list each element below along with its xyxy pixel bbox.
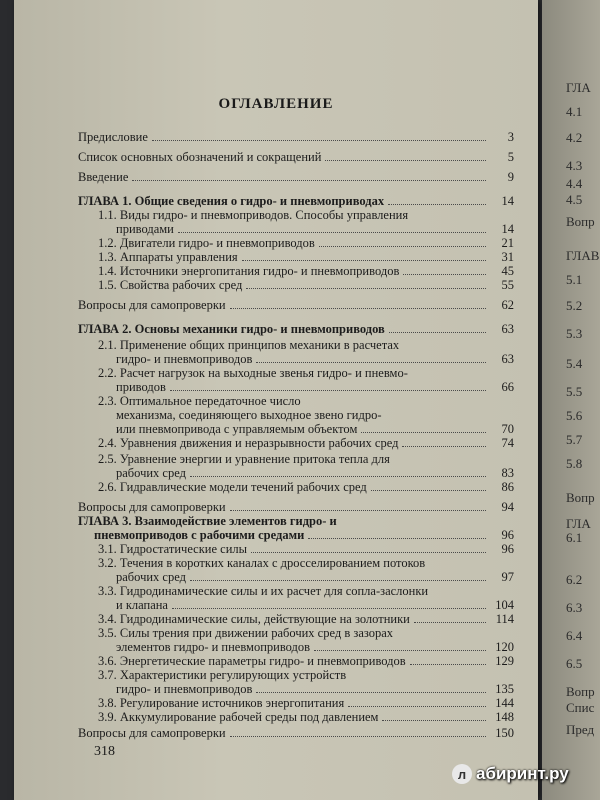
dot-leader	[256, 692, 486, 693]
toc-entry-text: Введение	[78, 170, 129, 184]
adjacent-page-fragment: 4.4	[566, 176, 583, 191]
dot-leader	[382, 720, 486, 721]
toc-entry-text: ГЛАВА 2. Основы механики гидро- и пневмоприводов	[78, 322, 385, 336]
toc-entry-text: механизма, соединяющего выходное звено гидро-	[116, 408, 382, 422]
toc-page-number: 114	[495, 612, 514, 626]
toc-row	[98, 250, 514, 264]
toc-row	[78, 150, 514, 164]
toc-page-number: 5	[507, 150, 514, 164]
toc-entry-text: Список основных обозначений и сокращений	[78, 150, 322, 164]
toc-entry-text: 1.5. Свойства рабочих сред	[98, 278, 243, 292]
toc-row-continuation	[116, 380, 514, 394]
toc-page-number: 31	[501, 250, 514, 264]
toc-row-continuation	[116, 466, 514, 480]
toc-entry-text: 1.4. Источники энергопитания гидро- и пневмоприводов	[98, 264, 400, 278]
toc-entry-text: 3.3. Гидродинамические силы и их расчет для сопла-заслонки	[98, 584, 429, 598]
toc-page-number: 9	[507, 170, 514, 184]
toc-row	[98, 542, 514, 556]
toc-row	[98, 612, 514, 626]
adjacent-page-fragment: 4.3	[566, 158, 583, 173]
toc-entry-text: рабочих сред	[116, 570, 186, 584]
toc-entry-text: пневмоприводов с рабочими средами	[94, 528, 305, 542]
toc-row-continuation	[116, 422, 514, 436]
toc-row-continuation	[116, 682, 514, 696]
toc-page-number: 55	[501, 278, 514, 292]
toc-page-number: 83	[501, 466, 514, 480]
toc-entry-text: 3.6. Энергетические параметры гидро- и пневмоприводов	[98, 654, 406, 668]
toc-row	[78, 726, 514, 740]
toc-entry-text: 3.2. Течения в коротких каналах с дросселированием потоков	[98, 556, 426, 570]
toc-row	[98, 338, 514, 352]
toc-page-number: 148	[495, 710, 514, 724]
toc-row	[98, 452, 514, 466]
toc-entry-text: 1.3. Аппараты управления	[98, 250, 238, 264]
dot-leader	[410, 664, 486, 665]
toc-entry-text: гидро- и пневмоприводов	[116, 682, 253, 696]
dot-leader	[361, 432, 486, 433]
dot-leader	[190, 476, 486, 477]
dot-leader	[308, 538, 486, 539]
adjacent-page-fragment: 6.2	[566, 572, 583, 587]
adjacent-page-fragment: 6.5	[566, 656, 583, 671]
toc-entry-text: Вопросы для самопроверки	[78, 500, 226, 514]
toc-page-number: 3	[507, 130, 514, 144]
dot-leader	[172, 608, 486, 609]
adjacent-page-fragment: Вопр	[566, 490, 595, 505]
toc-row	[98, 236, 514, 250]
toc-page-number: 63	[501, 352, 514, 366]
toc-page-number: 129	[495, 654, 514, 668]
toc-entry-text: 2.6. Гидравлические модели течений рабочих сред	[98, 480, 367, 494]
dot-leader	[230, 510, 486, 511]
adjacent-page-fragment: 4.1	[566, 104, 583, 119]
toc-entry-text: 2.1. Применение общих принципов механики в расчетах	[98, 338, 400, 352]
toc-entry-text: 1.2. Двигатели гидро- и пневмоприводов	[98, 236, 315, 250]
toc-row-continuation	[116, 640, 514, 654]
toc-page-number: 150	[495, 726, 514, 740]
adjacent-page-fragment: 5.5	[566, 384, 583, 399]
toc-entry-text: приводов	[116, 380, 166, 394]
toc-row	[98, 584, 514, 598]
adjacent-page-fragment: 6.1	[566, 530, 583, 545]
toc-page-number: 135	[495, 682, 514, 696]
adjacent-page-fragment: 5.6	[566, 408, 583, 423]
dot-leader	[414, 622, 486, 623]
toc-title: ОГЛАВЛЕНИЕ	[218, 96, 334, 112]
toc-entry-text: 3.9. Аккумулирование рабочей среды под давлением	[98, 710, 379, 724]
adjacent-page-fragment: 6.3	[566, 600, 583, 615]
toc-page-number: 144	[495, 696, 514, 710]
dot-leader	[371, 490, 486, 491]
adjacent-page-fragment: 5.2	[566, 298, 583, 313]
adjacent-page-fragment: ГЛА	[566, 80, 591, 95]
toc-row-continuation	[116, 222, 514, 236]
adjacent-page-fragment: ГЛАВ	[566, 248, 600, 263]
toc-row	[98, 366, 514, 380]
adjacent-page-fragment: 5.8	[566, 456, 583, 471]
toc-row	[98, 710, 514, 724]
toc-page-number: 14	[501, 194, 514, 208]
dot-leader	[132, 180, 486, 181]
toc-entry-text: 3.1. Гидростатические силы	[98, 542, 248, 556]
toc-entry-text: или пневмопривода с управляемым объектом	[116, 422, 358, 436]
toc-row	[98, 480, 514, 494]
toc-page-number: 63	[501, 322, 514, 336]
toc-entry-text: 2.3. Оптимальное передаточное число	[98, 394, 301, 408]
adjacent-page-edge	[542, 0, 600, 800]
toc-entry-text: Предисловие	[78, 130, 148, 144]
toc-row	[98, 626, 514, 640]
toc-row	[98, 394, 514, 408]
dot-leader	[314, 650, 486, 651]
dot-leader	[170, 390, 486, 391]
toc-page-number: 74	[501, 436, 514, 450]
toc-entry-text: гидро- и пневмоприводов	[116, 352, 253, 366]
toc-entry-text: 3.8. Регулирование источников энергопитания	[98, 696, 345, 710]
adjacent-page-fragment: ГЛА	[566, 516, 591, 531]
adjacent-page-fragment: 5.7	[566, 432, 583, 447]
toc-entry-text: 3.7. Характеристики регулирующих устройств	[98, 668, 347, 682]
toc-page-number: 104	[495, 598, 514, 612]
watermark-text: абиринт.ру	[476, 764, 569, 783]
toc-entry-text: 2.4. Уравнения движения и неразрывности рабочих сред	[98, 436, 399, 450]
dot-leader	[403, 274, 486, 275]
toc-row	[78, 500, 514, 514]
toc-row	[98, 654, 514, 668]
adjacent-page-fragment: 5.4	[566, 356, 583, 371]
toc-entry-text: приводами	[116, 222, 174, 236]
dot-leader	[152, 140, 486, 141]
toc-row	[78, 130, 514, 144]
dot-leader	[242, 260, 486, 261]
toc-row-continuation	[94, 528, 514, 542]
toc-row-continuation	[116, 570, 514, 584]
toc-chapter-row	[78, 322, 514, 336]
book-page	[14, 0, 538, 800]
adjacent-page-fragment: 5.3	[566, 326, 583, 341]
page-number: 318	[94, 744, 115, 759]
dot-leader	[388, 204, 486, 205]
toc-row	[98, 208, 514, 222]
toc-entry-text: 3.4. Гидродинамические силы, действующие на золотники	[98, 612, 410, 626]
toc-row-continuation	[116, 598, 514, 612]
toc-page-number: 97	[501, 570, 514, 584]
dot-leader	[178, 232, 486, 233]
toc-row	[78, 298, 514, 312]
toc-entry-text: Вопросы для самопроверки	[78, 298, 226, 312]
toc-entry-text: 2.5. Уравнение энергии и уравнение притока тепла для	[98, 452, 390, 466]
toc-page-number: 70	[501, 422, 514, 436]
toc-page-number: 21	[501, 236, 514, 250]
toc-entry-text: 3.5. Силы трения при движении рабочих сред в зазорах	[98, 626, 394, 640]
toc-entry-text: 2.2. Расчет нагрузок на выходные звенья гидро- и пневмо-	[98, 366, 408, 380]
toc-entry-text: 1.1. Виды гидро- и пневмоприводов. Способы управления	[98, 208, 409, 222]
toc-page-number: 94	[501, 500, 514, 514]
dot-leader	[402, 446, 486, 447]
toc-page-number: 14	[501, 222, 514, 236]
toc-row	[98, 556, 514, 570]
dot-leader	[319, 246, 486, 247]
toc-row	[98, 668, 514, 682]
toc-page-number: 96	[501, 542, 514, 556]
toc-row-continuation	[116, 352, 514, 366]
adjacent-page-fragment: Вопр	[566, 684, 595, 699]
toc-row	[98, 696, 514, 710]
toc-row	[98, 436, 514, 450]
adjacent-page-fragment: Пред	[566, 722, 595, 737]
dot-leader	[325, 160, 486, 161]
toc-page-number: 86	[501, 480, 514, 494]
toc-page-number: 66	[501, 380, 514, 394]
toc-entry-text: элементов гидро- и пневмоприводов	[116, 640, 311, 654]
toc-chapter-row	[78, 514, 514, 528]
toc-page-number: 45	[501, 264, 514, 278]
adjacent-page-fragment: 5.1	[566, 272, 583, 287]
toc-row	[98, 264, 514, 278]
dot-leader	[246, 288, 486, 289]
toc-page-number: 120	[495, 640, 514, 654]
adjacent-page-fragment: 6.4	[566, 628, 583, 643]
toc-entry-text: ГЛАВА 3. Взаимодействие элементов гидро- и	[78, 514, 337, 528]
toc-entry-text: и клапана	[116, 598, 168, 612]
dot-leader	[389, 332, 486, 333]
adjacent-page-fragment: 4.5	[566, 192, 583, 207]
dot-leader	[251, 552, 486, 553]
dot-leader	[230, 308, 486, 309]
watermark	[452, 764, 569, 784]
adjacent-page-fragment: 4.2	[566, 130, 583, 145]
toc-chapter-row	[78, 194, 514, 208]
toc-page-number: 96	[501, 528, 514, 542]
toc-entry-text: ГЛАВА 1. Общие сведения о гидро- и пневмоприводах	[78, 194, 385, 208]
toc-page-number: 62	[501, 298, 514, 312]
toc-row-continuation	[116, 408, 514, 422]
dot-leader	[256, 362, 486, 363]
toc-row	[78, 170, 514, 184]
toc-row	[98, 278, 514, 292]
dot-leader	[190, 580, 486, 581]
dot-leader	[348, 706, 486, 707]
adjacent-page-fragment: Спис	[566, 700, 595, 715]
dot-leader	[230, 736, 486, 737]
watermark-logo-icon: л	[452, 764, 472, 784]
toc-entry-text: рабочих сред	[116, 466, 186, 480]
toc-entry-text: Вопросы для самопроверки	[78, 726, 226, 740]
adjacent-page-fragment: Вопр	[566, 214, 595, 229]
